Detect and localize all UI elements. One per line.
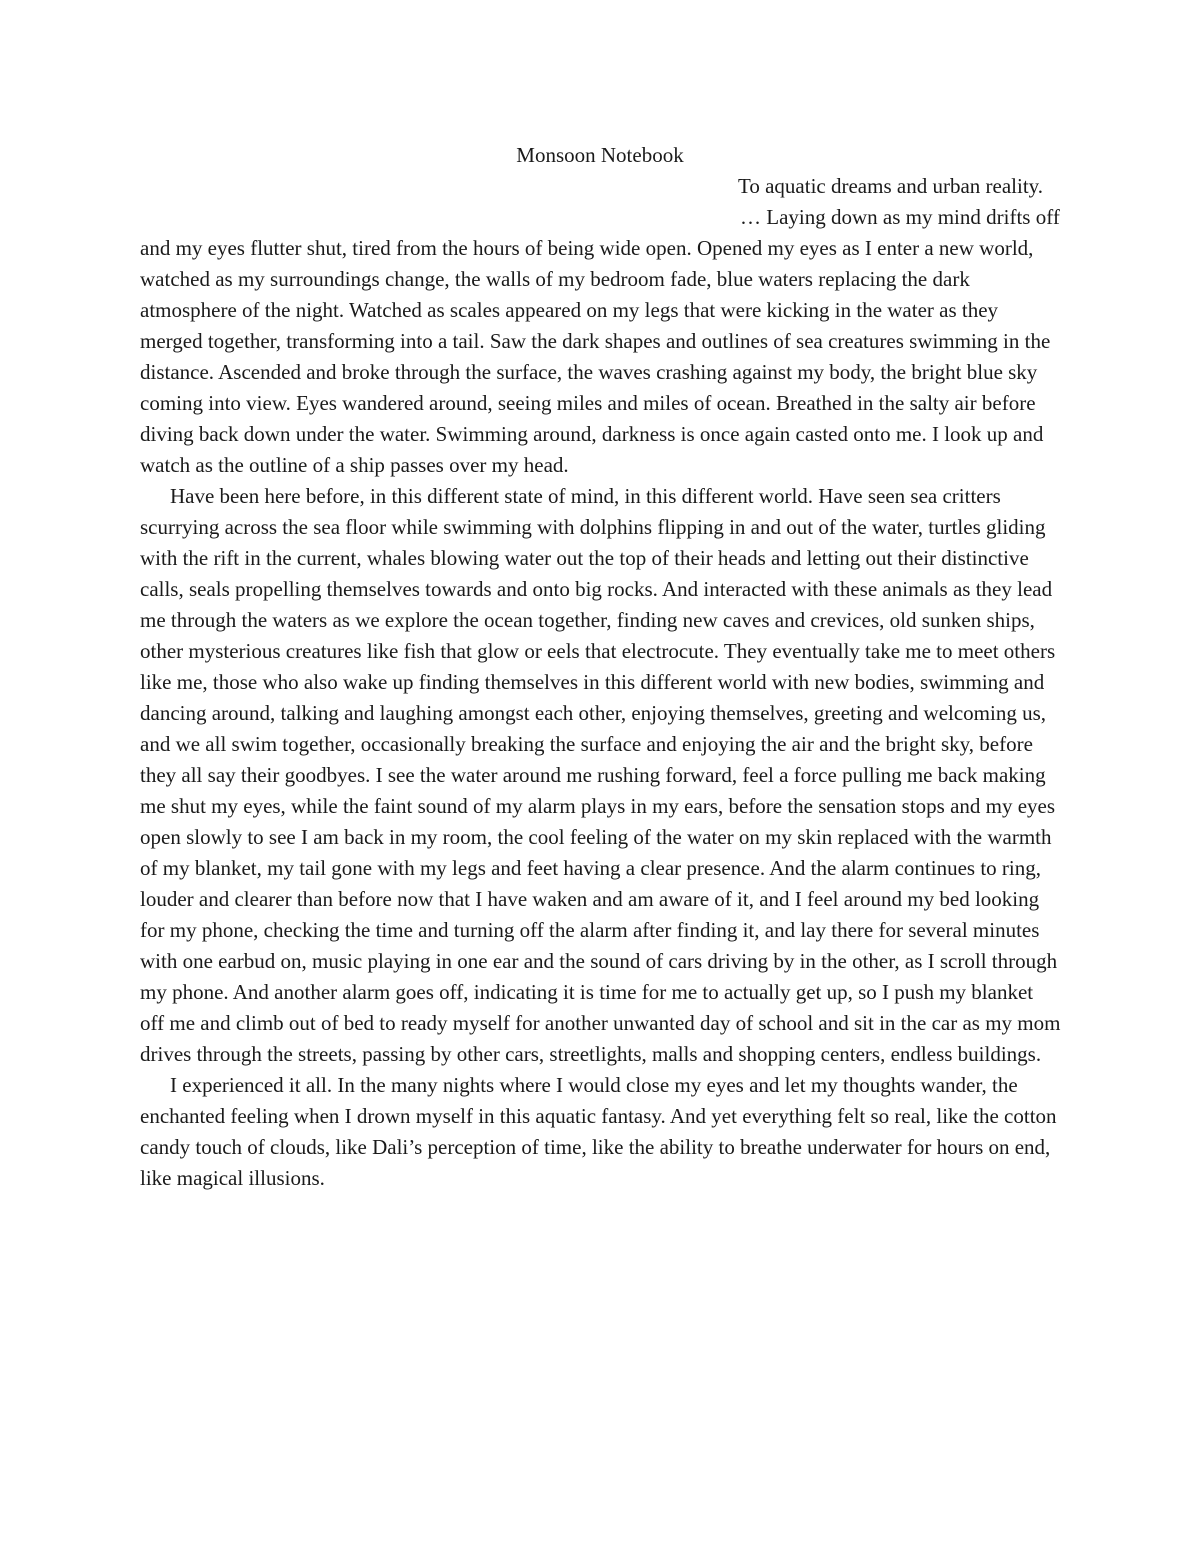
- body-text: [140, 202, 1062, 1194]
- document-title: Monsoon Notebook: [516, 143, 684, 167]
- paragraph-2: Have been here before, in this different state of mind, in this different world. Have seen sea critters scurrying across the sea floor while swimming with dolphins flipping in and out of the water, turtles gliding with the rift in the current, whales blowing water out the top of their heads and letting out their distinctive calls, seals propelling themselves towards and onto big rocks. And interacted with these animals as they lead me through the waters as we explore the ocean together, finding new caves and crevices, old sunken ships, other mysterious creatures like fish that glow or eels that electrocute. They eventually take me to meet others like me, those who also wake up finding themselves in this different world with new bodies, swimming and dancing around, talking and laughing amongst each other, enjoying themselves, greeting and welcoming us, and we all swim together, occasionally breaking the surface and enjoying the air and the bright sky, before they all say their goodbyes. I see the water around me rushing forward, feel a force pulling me back making me shut my eyes, while the faint sound of my alarm plays in my ears, before the sensation stops and my eyes open slowly to see I am back in my room, the cool feeling of the water on my skin replaced with the warmth of my blanket, my tail gone with my legs and feet having a clear presence. And the alarm continues to ring, louder and clearer than before now that I have waken and am aware of it, and I feel around my bed looking for my phone, checking the time and turning off the alarm after finding it, and lay there for several minutes with one earbud on, music playing in one ear and the sound of cars driving by in the other, as I scroll through my phone. And another alarm goes off, indicating it is time for me to actually get up, so I push my blanket off me and climb out of bed to ready myself for another unwanted day of school and sit in the car as my mom drives through the streets, passing by other cars, streetlights, malls and shopping centers, endless buildings.: [140, 484, 1061, 1066]
- dedication-line: To aquatic dreams and urban reality.: [738, 174, 1044, 198]
- paragraph-3: I experienced it all. In the many nights where I would close my eyes and let my thoughts wander, the enchanted feeling when I drown myself in this aquatic fantasy. And yet everything felt so real, like the cotton candy touch of clouds, like Dali’s perception of time, like the ability to breathe underwater for hours on end, like magical illusions.: [140, 1073, 1057, 1190]
- paragraph-1: … Laying down as my mind drifts off and my eyes flutter shut, tired from the hours of being wide open. Opened my eyes as I enter a new world, watched as my surroundings change, the walls of my bedroom fade, blue waters replacing the dark atmosphere of the night. Watched as scales appeared on my legs that were kicking in the water as they merged together, transforming into a tail. Saw the dark shapes and outlines of sea creatures swimming in the distance. Ascended and broke through the surface, the waves crashing against my body, the bright blue sky coming into view. Eyes wandered around, seeing miles and miles of ocean. Breathed in the salty air before diving back down under the water. Swimming around, darkness is once again casted onto me. I look up and watch as the outline of a ship passes over my head.: [140, 205, 1060, 477]
